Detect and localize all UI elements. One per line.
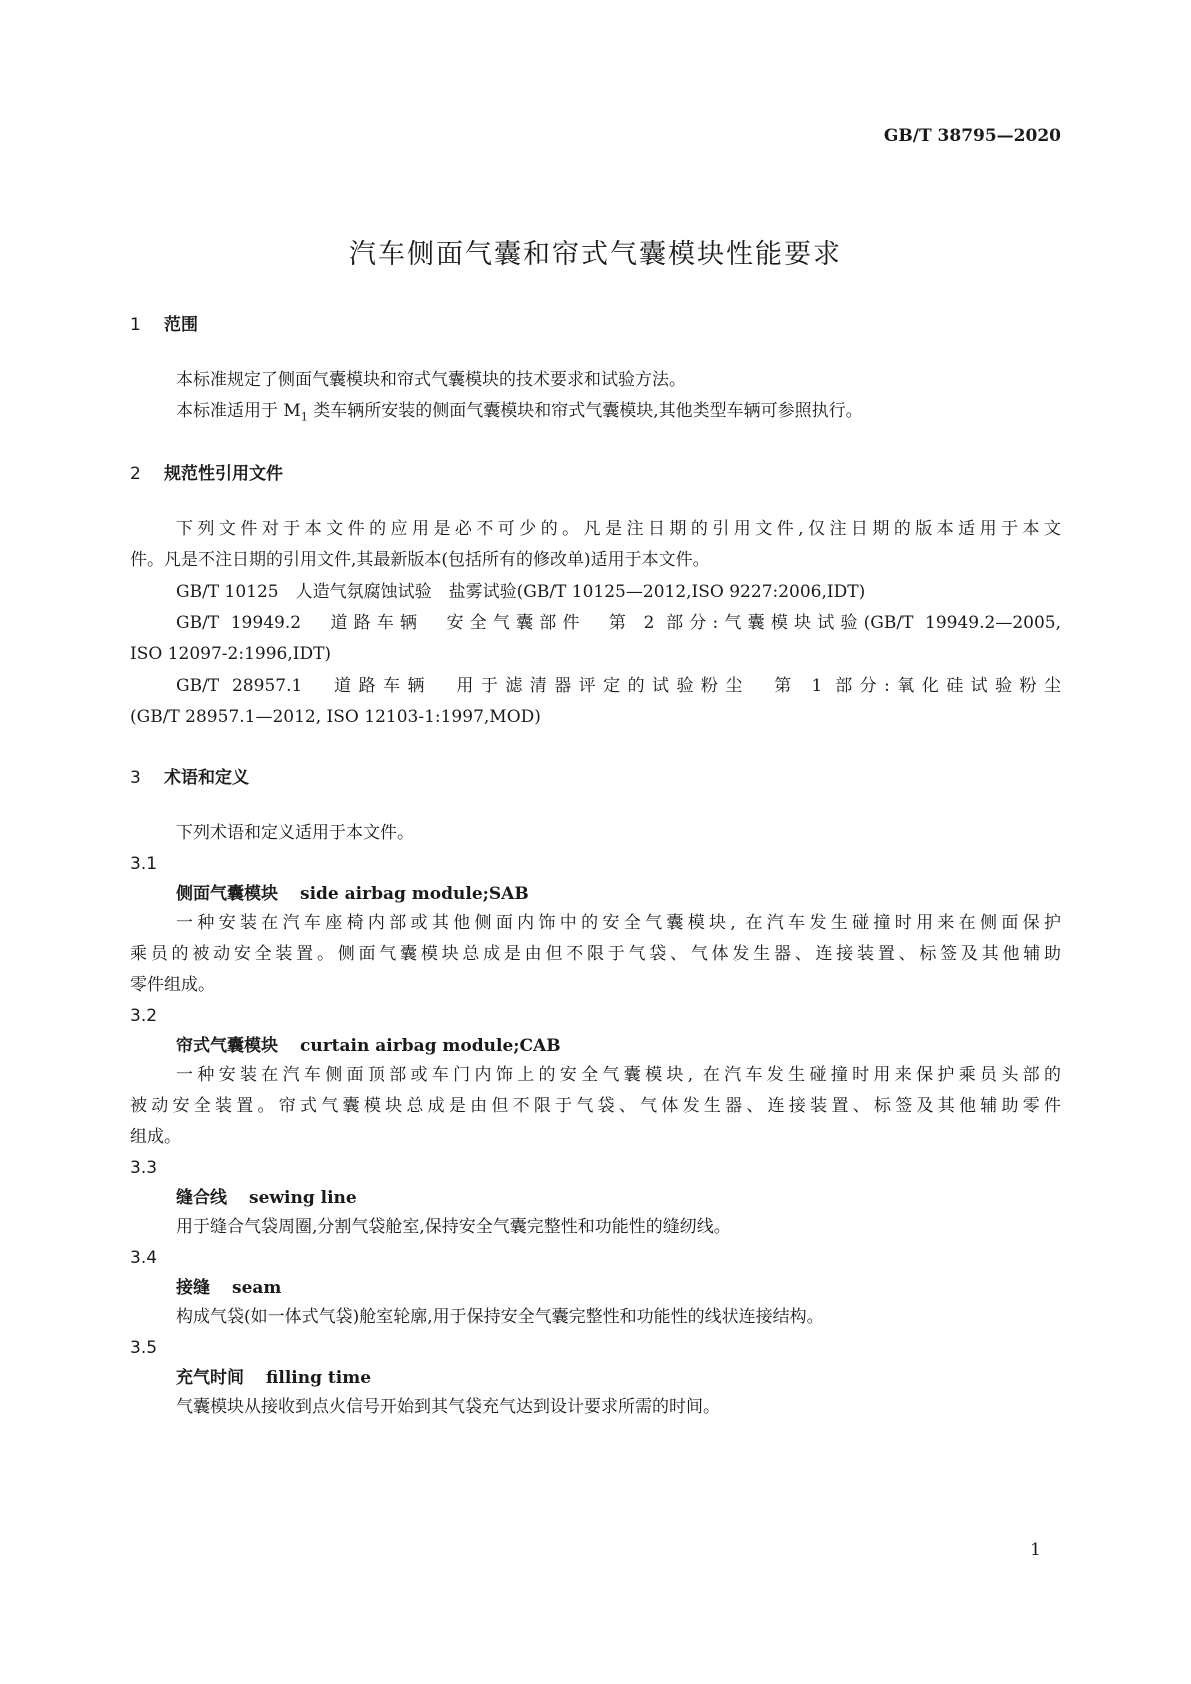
- section-number: 3: [130, 768, 141, 788]
- term-en: filling time: [266, 1368, 372, 1388]
- term-number: 3.5: [130, 1338, 158, 1358]
- standard-code: GB/T 38795—2020: [883, 126, 1061, 146]
- reference-gbt-10125: GB/T 10125 人造气氛腐蚀试验 盐雾试验(GB/T 10125—2012,ISO 9227:2006,IDT): [176, 582, 866, 602]
- reference-gbt-28957-line-2: (GB/T 28957.1—2012, ISO 12103-1:1997,MOD): [130, 707, 541, 727]
- term-heading: [176, 879, 529, 904]
- section-title: 范围: [164, 315, 198, 335]
- term-heading: [176, 1031, 561, 1056]
- term-definition-line: 构成气袋(如一体式气袋)舱室轮廓,用于保持安全气囊完整性和功能性的线状连接结构。: [176, 1307, 824, 1327]
- page-number: 1: [1030, 1540, 1041, 1560]
- term-number: 3.1: [130, 854, 158, 874]
- term-definition-line: 乘员的被动安全装置。侧面气囊模块总成是由但不限于气袋、气体发生器、连接装置、标签及其他辅助: [130, 944, 1061, 964]
- term-definition-line: 零件组成。: [130, 975, 215, 995]
- terms-intro: 下列术语和定义适用于本文件。: [176, 823, 414, 843]
- normative-intro-line-1: 下列文件对于本文件的应用是必不可少的。凡是注日期的引用文件,仅注日期的版本适用于本文: [176, 519, 1061, 539]
- term-number: 3.2: [130, 1006, 158, 1026]
- term-definition-line: 气囊模块从接收到点火信号开始到其气袋充气达到设计要求所需的时间。: [176, 1397, 720, 1417]
- term-definition-line: 用于缝合气袋周圈,分割气袋舱室,保持安全气囊完整性和功能性的缝纫线。: [176, 1217, 731, 1237]
- term-en: side airbag module;SAB: [300, 884, 529, 904]
- term-definition-line: 被动安全装置。帘式气囊模块总成是由但不限于气袋、气体发生器、连接装置、标签及其他辅助零件: [130, 1096, 1061, 1116]
- section-1-heading: [130, 310, 198, 335]
- term-en: sewing line: [249, 1188, 357, 1208]
- term-zh: 缝合线: [176, 1188, 227, 1208]
- section-3-heading: [130, 763, 249, 788]
- term-zh: 帘式气囊模块: [176, 1036, 278, 1056]
- section-number: 2: [130, 464, 141, 484]
- section-number: 1: [130, 315, 141, 335]
- reference-gbt-28957-line-1: GB/T 28957.1 道路车辆 用于滤清器评定的试验粉尘 第 1 部分:氧化硅试验粉尘: [176, 676, 1061, 696]
- term-definition-line: 一种安装在汽车侧面顶部或车门内饰上的安全气囊模块, 在汽车发生碰撞时用来保护乘员头部的: [176, 1065, 1061, 1085]
- term-heading: [176, 1183, 357, 1208]
- term-zh: 充气时间: [176, 1368, 244, 1388]
- term-en: seam: [232, 1278, 282, 1298]
- document-title: 汽车侧面气囊和帘式气囊模块性能要求: [349, 239, 842, 270]
- section-title: 规范性引用文件: [164, 464, 283, 484]
- term-number: 3.3: [130, 1158, 158, 1178]
- reference-gbt-19949-line-2: ISO 12097-2:1996,IDT): [130, 644, 332, 664]
- scope-p2-after: 类车辆所安装的侧面气囊模块和帘式气囊模块,其他类型车辆可参照执行。: [307, 401, 863, 421]
- normative-intro-line-2: 件。凡是不注日期的引用文件,其最新版本(包括所有的修改单)适用于本文件。: [130, 550, 710, 570]
- scope-paragraph-2: [176, 395, 863, 433]
- section-title: 术语和定义: [164, 768, 249, 788]
- term-heading: [176, 1363, 371, 1388]
- section-2-heading: [130, 459, 283, 484]
- term-definition-line: 一种安装在汽车座椅内部或其他侧面内饰中的安全气囊模块, 在汽车发生碰撞时用来在侧面保护: [176, 913, 1061, 933]
- reference-gbt-19949-line-1: GB/T 19949.2 道路车辆 安全气囊部件 第 2 部分:气囊模块试验(GB/T 19949.2—2005,: [176, 613, 1061, 633]
- scope-paragraph-1: 本标准规定了侧面气囊模块和帘式气囊模块的技术要求和试验方法。: [176, 370, 686, 390]
- term-heading: [176, 1273, 281, 1298]
- term-en: curtain airbag module;CAB: [300, 1036, 561, 1056]
- term-number: 3.4: [130, 1248, 158, 1268]
- term-zh: 接缝: [176, 1278, 210, 1298]
- scope-p2-before: 本标准适用于 M: [176, 401, 301, 421]
- term-definition-line: 组成。: [130, 1127, 181, 1147]
- scope-p2-subscript: 1: [300, 410, 308, 424]
- term-zh: 侧面气囊模块: [176, 884, 278, 904]
